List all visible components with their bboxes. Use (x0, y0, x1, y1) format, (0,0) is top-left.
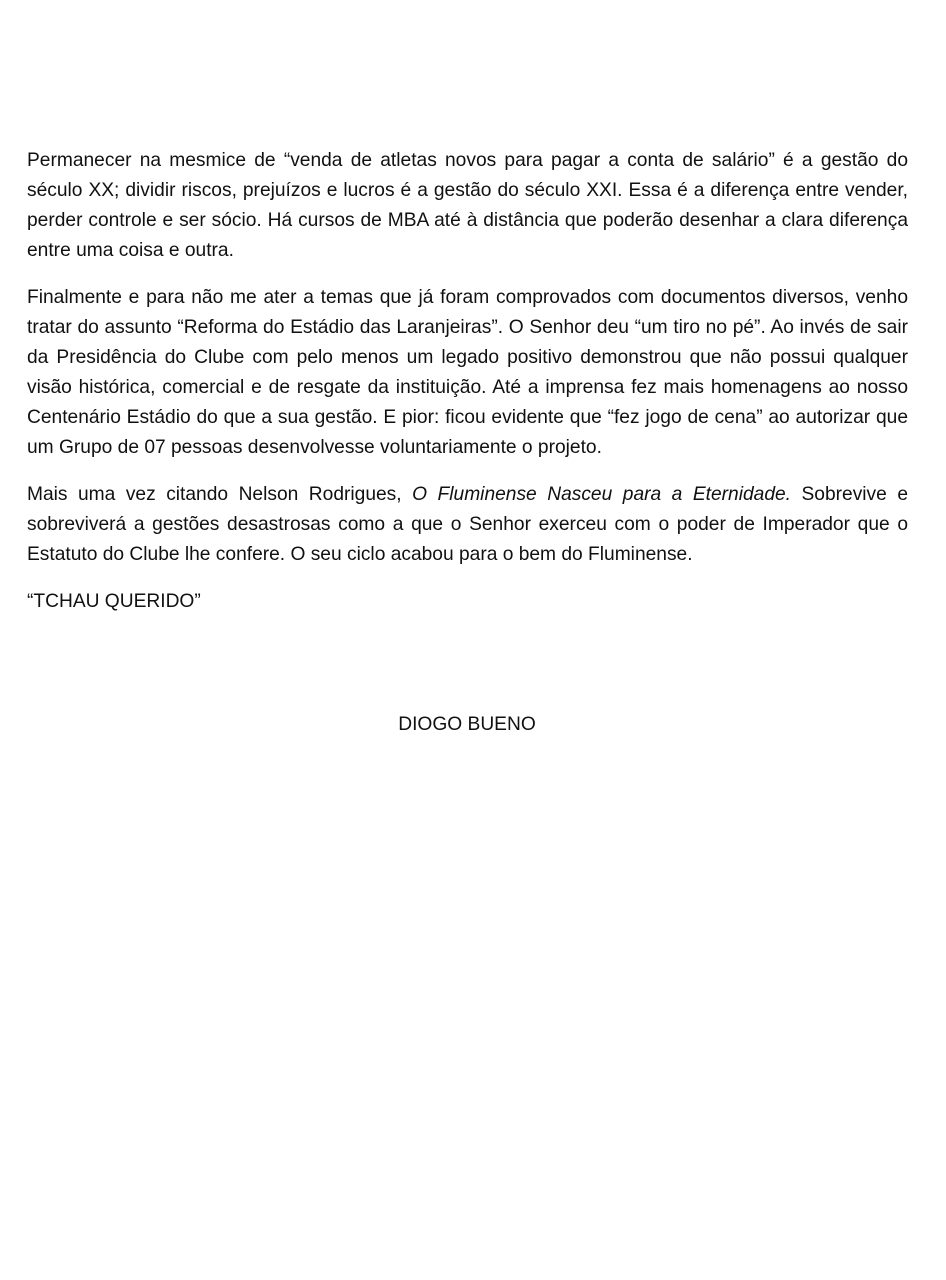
book-title: O Fluminense Nasceu para a Eternidade. (412, 484, 791, 505)
document-body (27, 146, 908, 617)
signature-name: DIOGO BUENO (398, 714, 536, 735)
paragraph-3-rest: Sobrevive e sobreviverá a gestões desastrosas como a que o Senhor exerceu com o poder de Imperador que o Estatuto do Clube lhe confere. O seu ciclo acabou para o bem do Fluminense. (27, 484, 908, 565)
closing-phrase: “TCHAU QUERIDO” (27, 591, 201, 612)
paragraph-1: Permanecer na mesmice de “venda de atletas novos para pagar a conta de salário” é a gestão do século XX; dividir riscos, prejuízos e lucros é a gestão do século XXI. Essa é a diferença entre vender, perder controle e ser sócio. Há cursos de MBA até à distância que poderão desenhar a clara diferença entre uma coisa e outra. (27, 150, 908, 261)
paragraph-2: Finalmente e para não me ater a temas que já foram comprovados com documentos diversos, venho tratar do assunto “Reforma do Estádio das Laranjeiras”. O Senhor deu “um tiro no pé”. Ao invés de sair da Presidência do Clube com pelo menos um legado positivo demonstrou que não possui qualquer visão histórica, comercial e de resgate da instituição. Até a imprensa fez mais homenagens ao nosso Centenário Estádio do que a sua gestão. E pior: ficou evidente que “fez jogo de cena” ao autorizar que um Grupo de 07 pessoas desenvolvesse voluntariamente o projeto. (27, 287, 908, 458)
paragraph-3-lead: Mais uma vez citando Nelson Rodrigues, (27, 484, 413, 505)
paragraph-3 (27, 480, 908, 570)
